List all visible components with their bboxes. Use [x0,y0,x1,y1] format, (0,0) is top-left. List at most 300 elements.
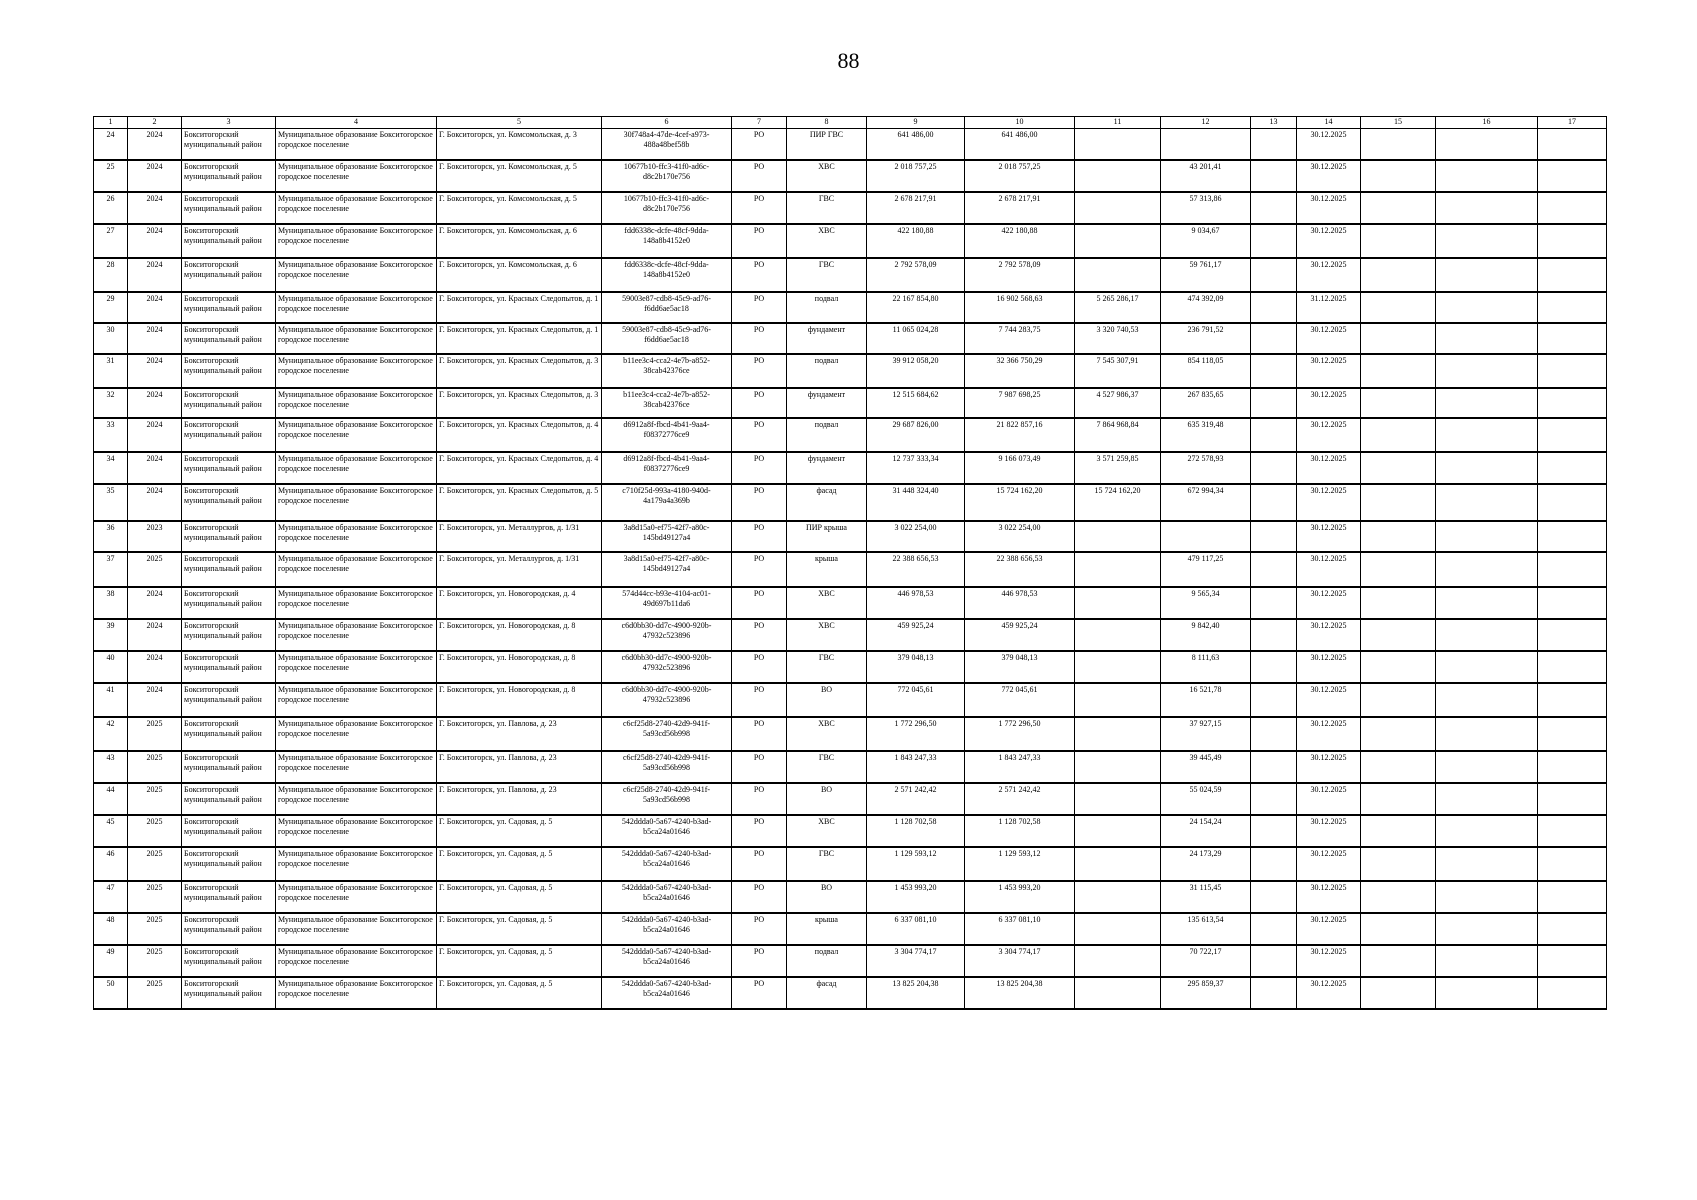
amount-col10-cell: 3 304 774,17 [965,945,1075,977]
amount-col10-cell: 1 772 296,50 [965,717,1075,751]
year-cell: 2025 [128,717,182,751]
address-cell: Г. Бокситогорск, ул. Новогородская, д. 8 [437,651,602,683]
amount-col10-cell: 15 724 162,20 [965,484,1075,521]
deadline-date-cell: 30.12.2025 [1297,160,1361,192]
amount-col11-cell: 3 320 740,53 [1075,323,1161,354]
year-cell: 2024 [128,258,182,292]
guid-cell: 10677b10-ffc3-41f0-ad6c-d8c2b170e756 [602,160,732,192]
amount-col11-cell [1075,521,1161,552]
registry-table [93,116,1607,1010]
municipality-cell: Муниципальное образование Бокситогорское городское поселение [276,651,437,683]
work-type-cell: ГВС [787,847,867,881]
row-number: 48 [94,913,128,945]
row-number: 29 [94,292,128,323]
district-cell: Бокситогорский муниципальный район [182,192,276,224]
col17-cell [1538,815,1607,847]
col17-cell [1538,751,1607,783]
amount-col11-cell [1075,552,1161,587]
municipality-cell: Муниципальное образование Бокситогорское городское поселение [276,881,437,913]
municipality-cell: Муниципальное образование Бокситогорское городское поселение [276,751,437,783]
col13-cell [1251,552,1297,587]
row-number: 32 [94,388,128,418]
guid-cell: c710f25d-993a-4180-940d-4a179a4a369b [602,484,732,521]
column-header-8: 8 [787,117,867,129]
municipality-cell: Муниципальное образование Бокситогорское городское поселение [276,224,437,258]
district-cell: Бокситогорский муниципальный район [182,847,276,881]
col16-cell [1436,521,1538,552]
table-row [94,521,1607,552]
kind-cell: РО [732,751,787,783]
col17-cell [1538,587,1607,619]
amount-col11-cell: 7 545 307,91 [1075,354,1161,388]
amount-col12-cell: 70 722,17 [1161,945,1251,977]
col15-cell [1361,881,1436,913]
work-type-cell: ХВС [787,160,867,192]
amount-total-cell: 772 045,61 [867,683,965,717]
year-cell: 2024 [128,192,182,224]
col13-cell [1251,587,1297,619]
address-cell: Г. Бокситогорск, ул. Павлова, д. 23 [437,751,602,783]
col13-cell [1251,160,1297,192]
amount-col11-cell [1075,651,1161,683]
col15-cell [1361,521,1436,552]
deadline-date-cell: 30.12.2025 [1297,484,1361,521]
address-cell: Г. Бокситогорск, ул. Красных Следопытов, д. 3 [437,388,602,418]
amount-col10-cell: 2 018 757,25 [965,160,1075,192]
header-row [94,117,1607,129]
year-cell: 2025 [128,552,182,587]
column-header-14: 14 [1297,117,1361,129]
amount-col10-cell: 3 022 254,00 [965,521,1075,552]
district-cell: Бокситогорский муниципальный район [182,292,276,323]
amount-col12-cell: 9 034,67 [1161,224,1251,258]
kind-cell: РО [732,192,787,224]
deadline-date-cell: 30.12.2025 [1297,587,1361,619]
col17-cell [1538,160,1607,192]
table-row [94,129,1607,160]
guid-cell: 59003e87-cdb8-45c9-ad76-f6dd6ae5ac18 [602,292,732,323]
amount-col10-cell: 13 825 204,38 [965,977,1075,1009]
col15-cell [1361,651,1436,683]
col17-cell [1538,717,1607,751]
amount-total-cell: 379 048,13 [867,651,965,683]
col13-cell [1251,354,1297,388]
column-header-5: 5 [437,117,602,129]
amount-total-cell: 446 978,53 [867,587,965,619]
work-type-cell: подвал [787,945,867,977]
municipality-cell: Муниципальное образование Бокситогорское городское поселение [276,552,437,587]
deadline-date-cell: 30.12.2025 [1297,418,1361,452]
amount-col10-cell: 2 792 578,09 [965,258,1075,292]
address-cell: Г. Бокситогорск, ул. Комсомольская, д. 3 [437,129,602,160]
col15-cell [1361,783,1436,815]
col16-cell [1436,587,1538,619]
col16-cell [1436,683,1538,717]
guid-cell: c6d0bb30-dd7c-4900-920b-47932c523896 [602,651,732,683]
deadline-date-cell: 30.12.2025 [1297,619,1361,651]
table-body [94,129,1607,1009]
guid-cell: c6cf25d8-2740-42d9-941f-5a93cd56b998 [602,751,732,783]
column-header-9: 9 [867,117,965,129]
table-row [94,388,1607,418]
district-cell: Бокситогорский муниципальный район [182,160,276,192]
amount-col12-cell: 267 835,65 [1161,388,1251,418]
address-cell: Г. Бокситогорск, ул. Новогородская, д. 4 [437,587,602,619]
amount-col12-cell: 135 613,54 [1161,913,1251,945]
col17-cell [1538,192,1607,224]
amount-total-cell: 459 925,24 [867,619,965,651]
work-type-cell: фундамент [787,452,867,484]
work-type-cell: ГВС [787,751,867,783]
amount-col10-cell: 446 978,53 [965,587,1075,619]
amount-col11-cell [1075,751,1161,783]
amount-total-cell: 422 180,88 [867,224,965,258]
year-cell: 2024 [128,388,182,418]
page-number: 88 [837,48,860,73]
guid-cell: fdd6338c-dcfe-48cf-9dda-148a8b4152e0 [602,258,732,292]
district-cell: Бокситогорский муниципальный район [182,751,276,783]
address-cell: Г. Бокситогорск, ул. Садовая, д. 5 [437,977,602,1009]
amount-col12-cell: 57 313,86 [1161,192,1251,224]
municipality-cell: Муниципальное образование Бокситогорское городское поселение [276,587,437,619]
amount-col10-cell: 641 486,00 [965,129,1075,160]
amount-col12-cell: 43 201,41 [1161,160,1251,192]
col15-cell [1361,484,1436,521]
amount-col11-cell [1075,258,1161,292]
row-number: 34 [94,452,128,484]
district-cell: Бокситогорский муниципальный район [182,484,276,521]
deadline-date-cell: 30.12.2025 [1297,323,1361,354]
table-row [94,815,1607,847]
kind-cell: РО [732,913,787,945]
table-row [94,224,1607,258]
guid-cell: c6d0bb30-dd7c-4900-920b-47932c523896 [602,619,732,651]
deadline-date-cell: 30.12.2025 [1297,751,1361,783]
year-cell: 2024 [128,484,182,521]
work-type-cell: крыша [787,552,867,587]
col17-cell [1538,977,1607,1009]
amount-col11-cell [1075,160,1161,192]
year-cell: 2024 [128,160,182,192]
table-row [94,323,1607,354]
address-cell: Г. Бокситогорск, ул. Комсомольская, д. 6 [437,258,602,292]
table-row [94,751,1607,783]
amount-col10-cell: 459 925,24 [965,619,1075,651]
table-row [94,587,1607,619]
deadline-date-cell: 30.12.2025 [1297,224,1361,258]
col13-cell [1251,388,1297,418]
column-header-12: 12 [1161,117,1251,129]
col17-cell [1538,552,1607,587]
kind-cell: РО [732,323,787,354]
column-header-10: 10 [965,117,1075,129]
col13-cell [1251,881,1297,913]
col16-cell [1436,619,1538,651]
district-cell: Бокситогорский муниципальный район [182,418,276,452]
guid-cell: 542ddda0-5a67-4240-b3ad-b5ca24a01646 [602,847,732,881]
table-row [94,192,1607,224]
col15-cell [1361,129,1436,160]
col15-cell [1361,452,1436,484]
col13-cell [1251,913,1297,945]
year-cell: 2024 [128,354,182,388]
year-cell: 2025 [128,977,182,1009]
amount-total-cell: 1 772 296,50 [867,717,965,751]
col15-cell [1361,258,1436,292]
year-cell: 2024 [128,129,182,160]
guid-cell: b11ee3c4-cca2-4e7b-a852-38cab42376ce [602,388,732,418]
amount-col12-cell: 854 118,05 [1161,354,1251,388]
col15-cell [1361,224,1436,258]
amount-col11-cell [1075,881,1161,913]
row-number: 46 [94,847,128,881]
amount-col12-cell: 295 859,37 [1161,977,1251,1009]
address-cell: Г. Бокситогорск, ул. Комсомольская, д. 5 [437,160,602,192]
address-cell: Г. Бокситогорск, ул. Металлургов, д. 1/31 [437,552,602,587]
col15-cell [1361,717,1436,751]
col13-cell [1251,751,1297,783]
guid-cell: fdd6338c-dcfe-48cf-9dda-148a8b4152e0 [602,224,732,258]
district-cell: Бокситогорский муниципальный район [182,587,276,619]
address-cell: Г. Бокситогорск, ул. Садовая, д. 5 [437,881,602,913]
col16-cell [1436,552,1538,587]
kind-cell: РО [732,717,787,751]
col15-cell [1361,913,1436,945]
amount-col10-cell: 772 045,61 [965,683,1075,717]
work-type-cell: ХВС [787,619,867,651]
district-cell: Бокситогорский муниципальный район [182,683,276,717]
district-cell: Бокситогорский муниципальный район [182,258,276,292]
amount-col12-cell: 55 024,59 [1161,783,1251,815]
work-type-cell: ХВС [787,717,867,751]
col17-cell [1538,783,1607,815]
year-cell: 2024 [128,587,182,619]
table-row [94,977,1607,1009]
col15-cell [1361,847,1436,881]
year-cell: 2025 [128,815,182,847]
table-row [94,160,1607,192]
kind-cell: РО [732,388,787,418]
col13-cell [1251,717,1297,751]
address-cell: Г. Бокситогорск, ул. Комсомольская, д. 5 [437,192,602,224]
amount-col11-cell [1075,192,1161,224]
col17-cell [1538,129,1607,160]
work-type-cell: ВО [787,881,867,913]
year-cell: 2025 [128,847,182,881]
col16-cell [1436,418,1538,452]
kind-cell: РО [732,224,787,258]
col15-cell [1361,192,1436,224]
table-row [94,651,1607,683]
kind-cell: РО [732,129,787,160]
row-number: 40 [94,651,128,683]
amount-total-cell: 3 022 254,00 [867,521,965,552]
kind-cell: РО [732,484,787,521]
amount-col12-cell: 39 445,49 [1161,751,1251,783]
col13-cell [1251,323,1297,354]
guid-cell: 3a8d15a0-ef75-42f7-a80c-145bd49127a4 [602,521,732,552]
amount-total-cell: 11 065 024,28 [867,323,965,354]
amount-col10-cell: 7 987 698,25 [965,388,1075,418]
col15-cell [1361,323,1436,354]
col16-cell [1436,388,1538,418]
amount-col12-cell: 479 117,25 [1161,552,1251,587]
deadline-date-cell: 30.12.2025 [1297,452,1361,484]
amount-col10-cell: 9 166 073,49 [965,452,1075,484]
row-number: 35 [94,484,128,521]
guid-cell: 542ddda0-5a67-4240-b3ad-b5ca24a01646 [602,977,732,1009]
col13-cell [1251,418,1297,452]
address-cell: Г. Бокситогорск, ул. Садовая, д. 5 [437,913,602,945]
municipality-cell: Муниципальное образование Бокситогорское городское поселение [276,683,437,717]
amount-total-cell: 22 388 656,53 [867,552,965,587]
column-header-7: 7 [732,117,787,129]
address-cell: Г. Бокситогорск, ул. Новогородская, д. 8 [437,619,602,651]
col16-cell [1436,292,1538,323]
deadline-date-cell: 30.12.2025 [1297,815,1361,847]
deadline-date-cell: 30.12.2025 [1297,847,1361,881]
address-cell: Г. Бокситогорск, ул. Металлургов, д. 1/31 [437,521,602,552]
row-number: 43 [94,751,128,783]
guid-cell: 574d44cc-b93e-4104-ac01-49d697b11da6 [602,587,732,619]
amount-col12-cell: 24 154,24 [1161,815,1251,847]
row-number: 41 [94,683,128,717]
kind-cell: РО [732,619,787,651]
col13-cell [1251,484,1297,521]
work-type-cell: подвал [787,292,867,323]
col16-cell [1436,323,1538,354]
amount-col11-cell: 7 864 968,84 [1075,418,1161,452]
column-header-16: 16 [1436,117,1538,129]
kind-cell: РО [732,587,787,619]
guid-cell: c6d0bb30-dd7c-4900-920b-47932c523896 [602,683,732,717]
amount-col10-cell: 7 744 283,75 [965,323,1075,354]
district-cell: Бокситогорский муниципальный район [182,945,276,977]
col16-cell [1436,751,1538,783]
table-row [94,292,1607,323]
deadline-date-cell: 30.12.2025 [1297,717,1361,751]
amount-col12-cell: 272 578,93 [1161,452,1251,484]
table-row [94,913,1607,945]
amount-col10-cell: 16 902 568,63 [965,292,1075,323]
col17-cell [1538,651,1607,683]
table-row [94,881,1607,913]
col15-cell [1361,388,1436,418]
year-cell: 2024 [128,651,182,683]
district-cell: Бокситогорский муниципальный район [182,619,276,651]
guid-cell: d6912a8f-fbcd-4b41-9aa4-f08372776ce9 [602,418,732,452]
kind-cell: РО [732,651,787,683]
address-cell: Г. Бокситогорск, ул. Садовая, д. 5 [437,847,602,881]
amount-total-cell: 2 571 242,42 [867,783,965,815]
table-row [94,552,1607,587]
col15-cell [1361,683,1436,717]
deadline-date-cell: 30.12.2025 [1297,651,1361,683]
work-type-cell: ГВС [787,192,867,224]
column-header-11: 11 [1075,117,1161,129]
amount-col12-cell: 635 319,48 [1161,418,1251,452]
row-number: 45 [94,815,128,847]
municipality-cell: Муниципальное образование Бокситогорское городское поселение [276,160,437,192]
work-type-cell: фасад [787,977,867,1009]
year-cell: 2025 [128,913,182,945]
address-cell: Г. Бокситогорск, ул. Красных Следопытов, д. 5 [437,484,602,521]
col16-cell [1436,258,1538,292]
municipality-cell: Муниципальное образование Бокситогорское городское поселение [276,521,437,552]
district-cell: Бокситогорский муниципальный район [182,521,276,552]
district-cell: Бокситогорский муниципальный район [182,977,276,1009]
amount-total-cell: 22 167 854,80 [867,292,965,323]
guid-cell: 59003e87-cdb8-45c9-ad76-f6dd6ae5ac18 [602,323,732,354]
address-cell: Г. Бокситогорск, ул. Красных Следопытов, д. 1 [437,292,602,323]
amount-total-cell: 13 825 204,38 [867,977,965,1009]
col16-cell [1436,354,1538,388]
amount-col11-cell: 4 527 986,37 [1075,388,1161,418]
table-row [94,717,1607,751]
amount-col11-cell: 15 724 162,20 [1075,484,1161,521]
amount-total-cell: 2 678 217,91 [867,192,965,224]
kind-cell: РО [732,683,787,717]
amount-total-cell: 31 448 324,40 [867,484,965,521]
amount-col10-cell: 2 571 242,42 [965,783,1075,815]
row-number: 38 [94,587,128,619]
row-number: 47 [94,881,128,913]
col13-cell [1251,847,1297,881]
kind-cell: РО [732,977,787,1009]
amount-col10-cell: 21 822 857,16 [965,418,1075,452]
col15-cell [1361,587,1436,619]
col17-cell [1538,418,1607,452]
district-cell: Бокситогорский муниципальный район [182,815,276,847]
col16-cell [1436,945,1538,977]
col16-cell [1436,160,1538,192]
kind-cell: РО [732,815,787,847]
guid-cell: 3a8d15a0-ef75-42f7-a80c-145bd49127a4 [602,552,732,587]
amount-col12-cell: 16 521,78 [1161,683,1251,717]
municipality-cell: Муниципальное образование Бокситогорское городское поселение [276,323,437,354]
work-type-cell: фундамент [787,323,867,354]
amount-col11-cell [1075,783,1161,815]
amount-total-cell: 3 304 774,17 [867,945,965,977]
municipality-cell: Муниципальное образование Бокситогорское городское поселение [276,388,437,418]
year-cell: 2024 [128,292,182,323]
amount-col12-cell: 236 791,52 [1161,323,1251,354]
deadline-date-cell: 30.12.2025 [1297,945,1361,977]
row-number: 44 [94,783,128,815]
kind-cell: РО [732,258,787,292]
col17-cell [1538,619,1607,651]
row-number: 27 [94,224,128,258]
district-cell: Бокситогорский муниципальный район [182,224,276,258]
municipality-cell: Муниципальное образование Бокситогорское городское поселение [276,977,437,1009]
row-number: 42 [94,717,128,751]
row-number: 39 [94,619,128,651]
amount-col10-cell: 6 337 081,10 [965,913,1075,945]
col16-cell [1436,881,1538,913]
amount-total-cell: 1 129 593,12 [867,847,965,881]
col13-cell [1251,258,1297,292]
col16-cell [1436,651,1538,683]
amount-total-cell: 29 687 826,00 [867,418,965,452]
municipality-cell: Муниципальное образование Бокситогорское городское поселение [276,129,437,160]
amount-col11-cell [1075,913,1161,945]
amount-col12-cell: 9 565,34 [1161,587,1251,619]
year-cell: 2024 [128,418,182,452]
address-cell: Г. Бокситогорск, ул. Павлова, д. 23 [437,783,602,815]
amount-col10-cell: 422 180,88 [965,224,1075,258]
municipality-cell: Муниципальное образование Бокситогорское городское поселение [276,354,437,388]
col17-cell [1538,323,1607,354]
